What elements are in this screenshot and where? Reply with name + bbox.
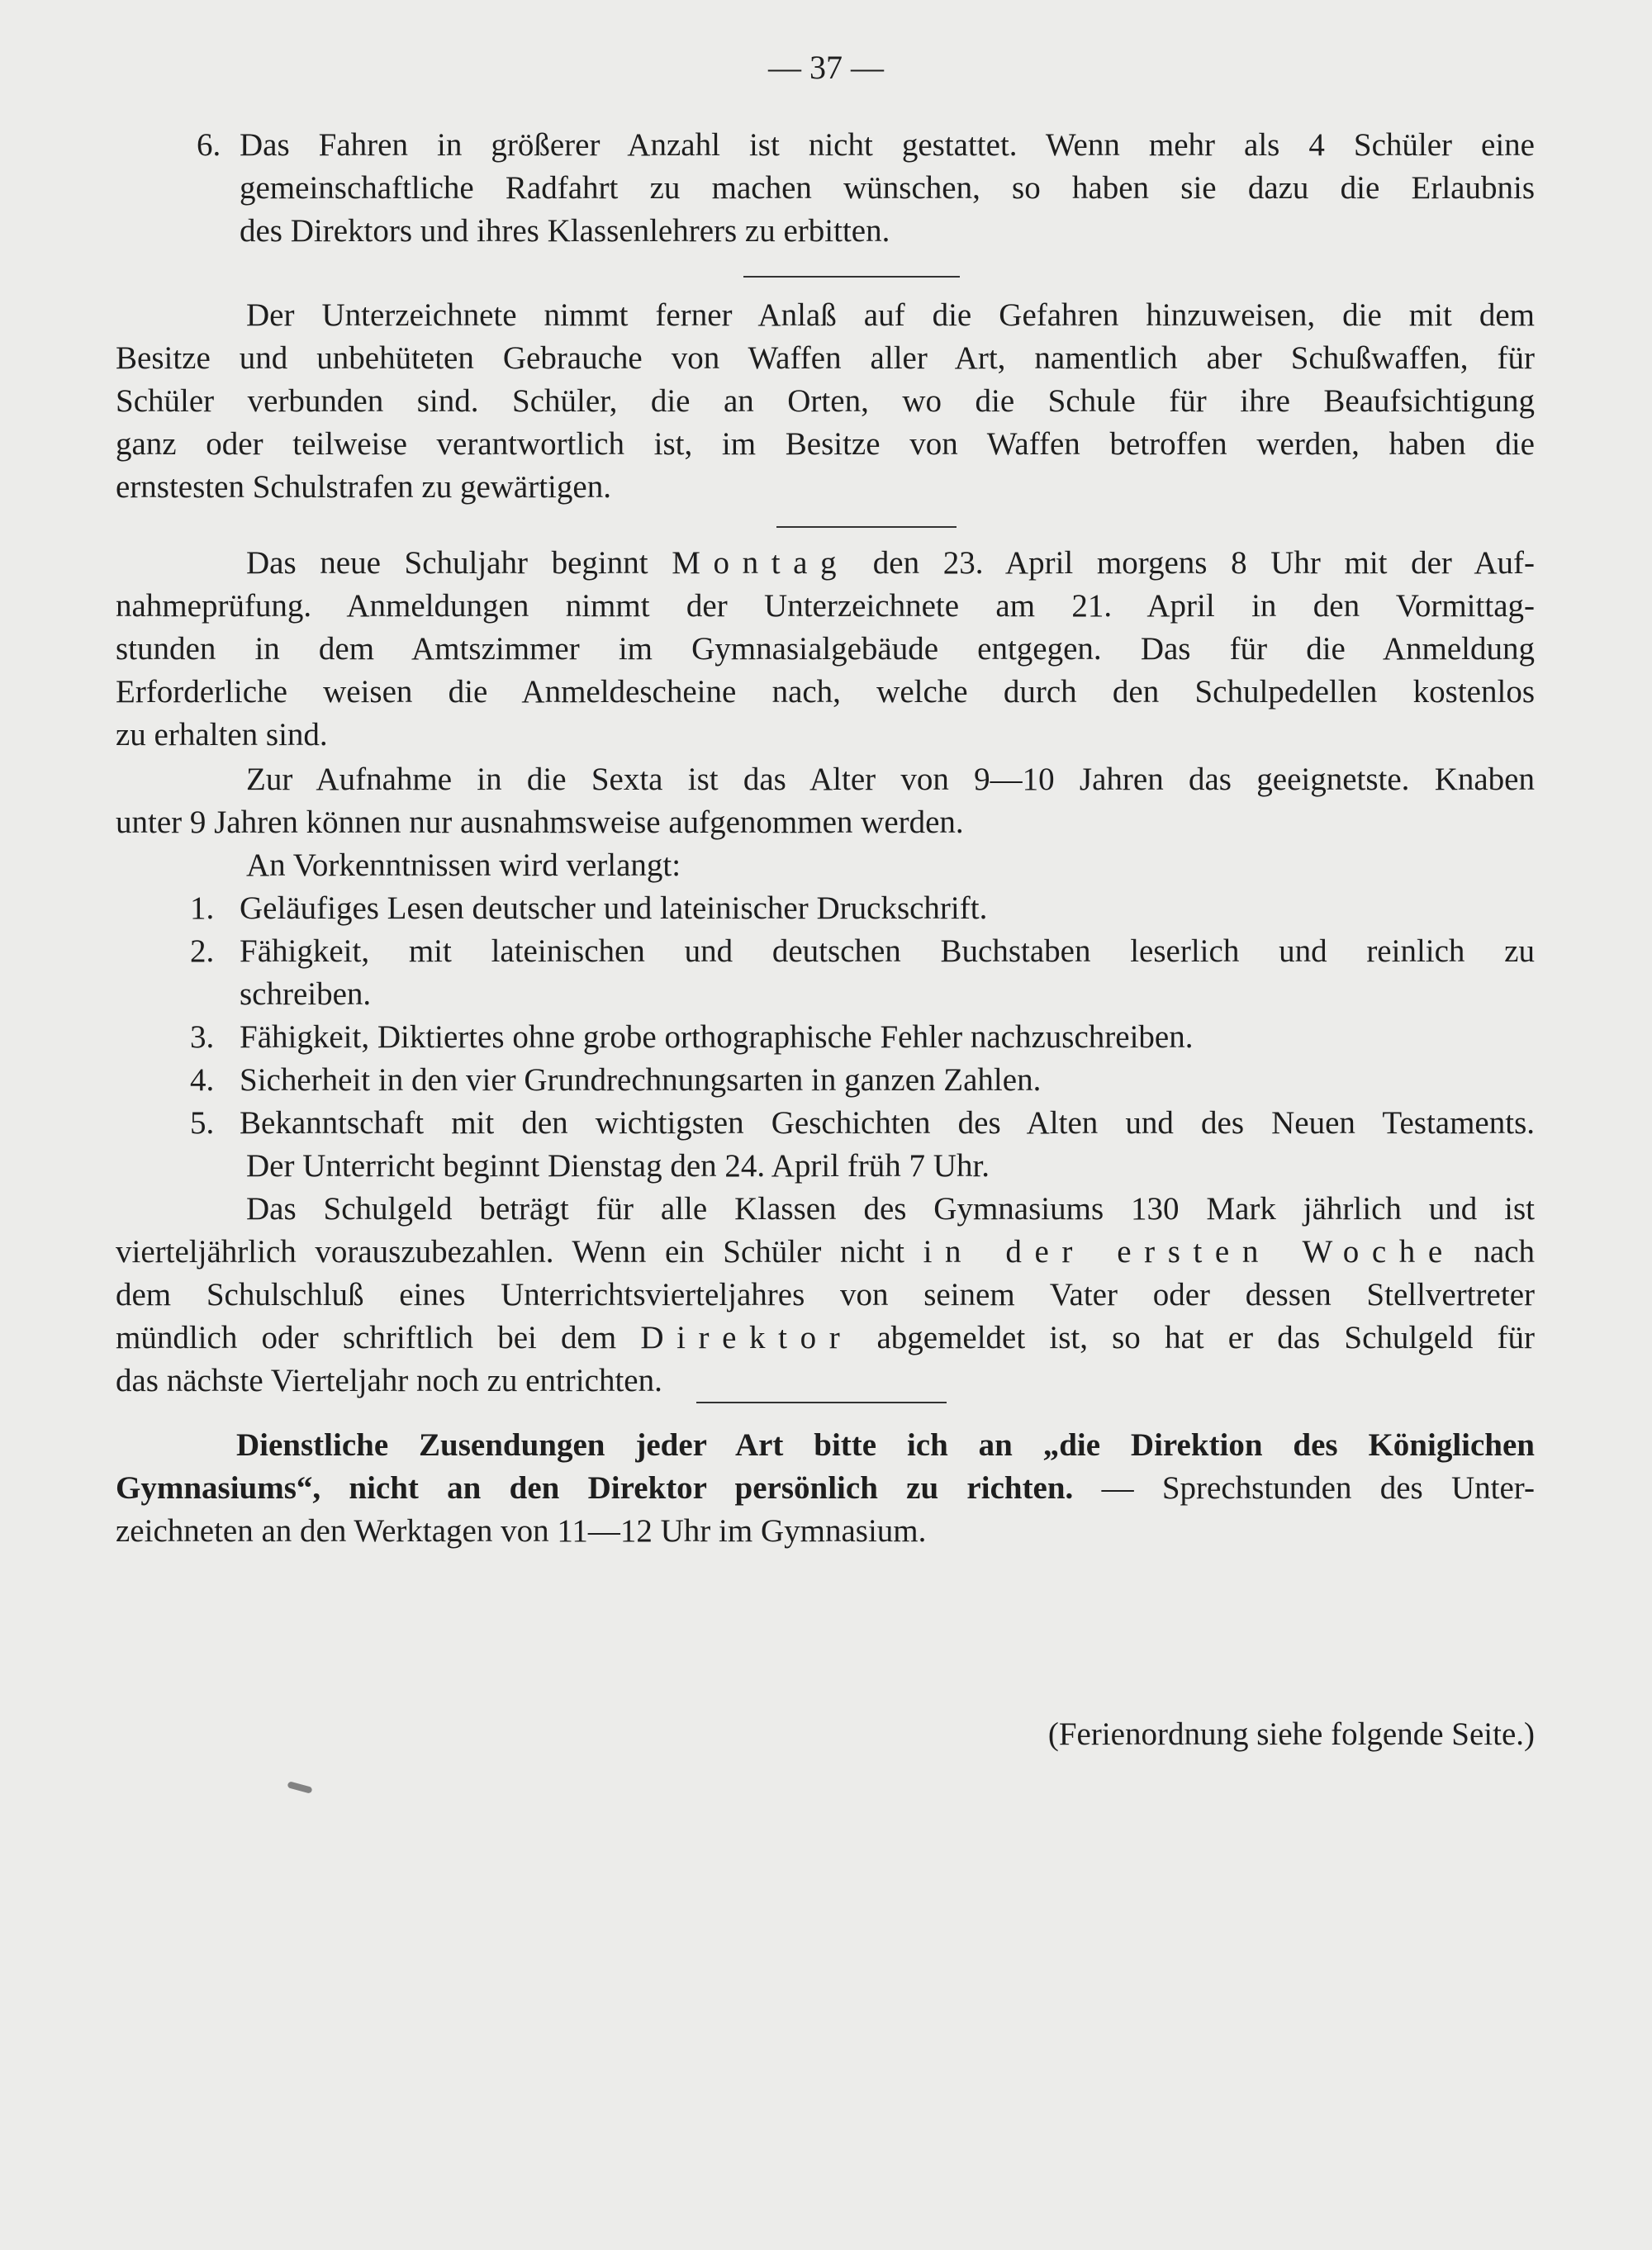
text-fragment: nach: [1474, 1234, 1535, 1270]
paragraph-line: [116, 1317, 1535, 1360]
list-item-number: 1.: [190, 890, 215, 926]
paragraph-line: Dienstliche Zusendungen jeder Art bitte ich an „die Direktion des Königlichen: [236, 1427, 1535, 1463]
list-item-text: Sicherheit in den vier Grundrechnungsarten in ganzen Zahlen.: [240, 1062, 1042, 1098]
list-item-number: 5.: [190, 1105, 215, 1141]
paragraph-line: stunden in dem Amtszimmer im Gymnasialgebäude entgegen. Das für die Anmeldung: [116, 631, 1535, 667]
paragraph-line: Zur Aufnahme in die Sexta ist das Alter von 9—10 Jahren das geeignetste. Knaben: [246, 762, 1535, 797]
separator-rule: [696, 1402, 947, 1403]
paragraph-line: zeichneten an den Werktagen von 11—12 Uhr im Gymnasium.: [116, 1513, 927, 1549]
paragraph-line: Besitze und unbehüteten Gebrauche von Waffen aller Art, namentlich aber Schußwaffen, für: [116, 340, 1535, 376]
text-fragment: mündlich oder schriftlich bei dem: [116, 1320, 617, 1355]
list-item-text: Bekanntschaft mit den wichtigsten Geschichten des Alten und des Neuen Testaments.: [240, 1105, 1535, 1141]
paragraph-line: das nächste Vierteljahr noch zu entrichten.: [116, 1363, 662, 1398]
text-fragment: Das neue Schuljahr beginnt: [246, 545, 648, 581]
rule-line: des Direktors und ihres Klassenlehrers zu erbitten.: [240, 213, 890, 249]
list-item-number: 2.: [190, 933, 215, 969]
emphasized-phrase: in der ersten Woche: [923, 1234, 1455, 1270]
page-number: — 37 —: [768, 49, 884, 86]
separator-rule: [743, 276, 960, 278]
paragraph-line: Der Unterzeichnete nimmt ferner Anlaß auf die Gefahren hinzuweisen, die mit dem: [246, 297, 1535, 333]
footnote: (Ferienordnung siehe folgende Seite.): [1047, 1716, 1535, 1752]
text-fragment: abgemeldet ist, so hat er das Schulgeld für: [876, 1320, 1536, 1355]
list-item-text: Geläufiges Lesen deutscher und lateinischer Druckschrift.: [240, 890, 988, 926]
paragraph-line: ganz oder teilweise verantwortlich ist, im Besitze von Waffen betroffen werden, haben die: [116, 426, 1535, 462]
ink-smudge: [287, 1781, 312, 1793]
paragraph-line: An Vorkenntnissen wird verlangt:: [246, 847, 681, 883]
paragraph-line: Schüler verbunden sind. Schüler, die an Orten, wo die Schule für ihre Beaufsichtigung: [116, 383, 1535, 419]
bold-fragment: Gymnasiums“, nicht an den Direktor persönlich zu richten.: [116, 1470, 1074, 1506]
rule-number: 6.: [197, 127, 221, 163]
paragraph-line: nahmeprüfung. Anmeldungen nimmt der Unterzeichnete am 21. April in den Vormittag-: [116, 588, 1535, 624]
list-item-text: Fähigkeit, mit lateinischen und deutschen Buchstaben leserlich und reinlich zu: [240, 933, 1535, 969]
paragraph-line: [116, 1231, 1535, 1274]
rule-line: Das Fahren in größerer Anzahl ist nicht gestattet. Wenn mehr als 4 Schüler eine: [240, 127, 1535, 163]
text-fragment: vierteljährlich vorauszubezahlen. Wenn ein Schüler nicht: [116, 1234, 904, 1270]
paragraph-line: [116, 1467, 1535, 1510]
text-fragment: — Sprechstunden des Unter-: [1101, 1470, 1535, 1506]
paragraph-line: Erforderliche weisen die Anmeldescheine nach, welche durch den Schulpedellen kostenlos: [116, 674, 1535, 710]
paragraph-line: Das Schulgeld beträgt für alle Klassen des Gymnasiums 130 Mark jährlich und ist: [246, 1191, 1535, 1227]
paragraph-line: Der Unterricht beginnt Dienstag den 24. April früh 7 Uhr.: [246, 1148, 990, 1184]
separator-rule: [776, 526, 957, 528]
list-item-number: 4.: [190, 1062, 215, 1098]
text-fragment: den 23. April morgens 8 Uhr mit der Auf-: [872, 545, 1536, 581]
paragraph-line: ernstesten Schulstrafen zu gewärtigen.: [116, 469, 611, 505]
list-item-text: Fähigkeit, Diktiertes ohne grobe orthographische Fehler nachzuschreiben.: [240, 1019, 1194, 1055]
list-item-text: schreiben.: [240, 976, 372, 1012]
rule-line: gemeinschaftliche Radfahrt zu machen wünschen, so haben sie dazu die Erlaubnis: [240, 170, 1535, 206]
paragraph-line: zu erhalten sind.: [116, 717, 328, 752]
paragraph-line: [246, 542, 1535, 585]
paragraph-line: unter 9 Jahren können nur ausnahmsweise aufgenommen werden.: [116, 805, 964, 840]
paragraph-line: dem Schulschluß eines Unterrichtsvierteljahres von seinem Vater oder dessen Stellvertreter: [116, 1277, 1535, 1312]
list-item-number: 3.: [190, 1019, 215, 1055]
emphasized-word: Montag: [672, 545, 850, 581]
emphasized-word: Direktor: [640, 1320, 853, 1355]
